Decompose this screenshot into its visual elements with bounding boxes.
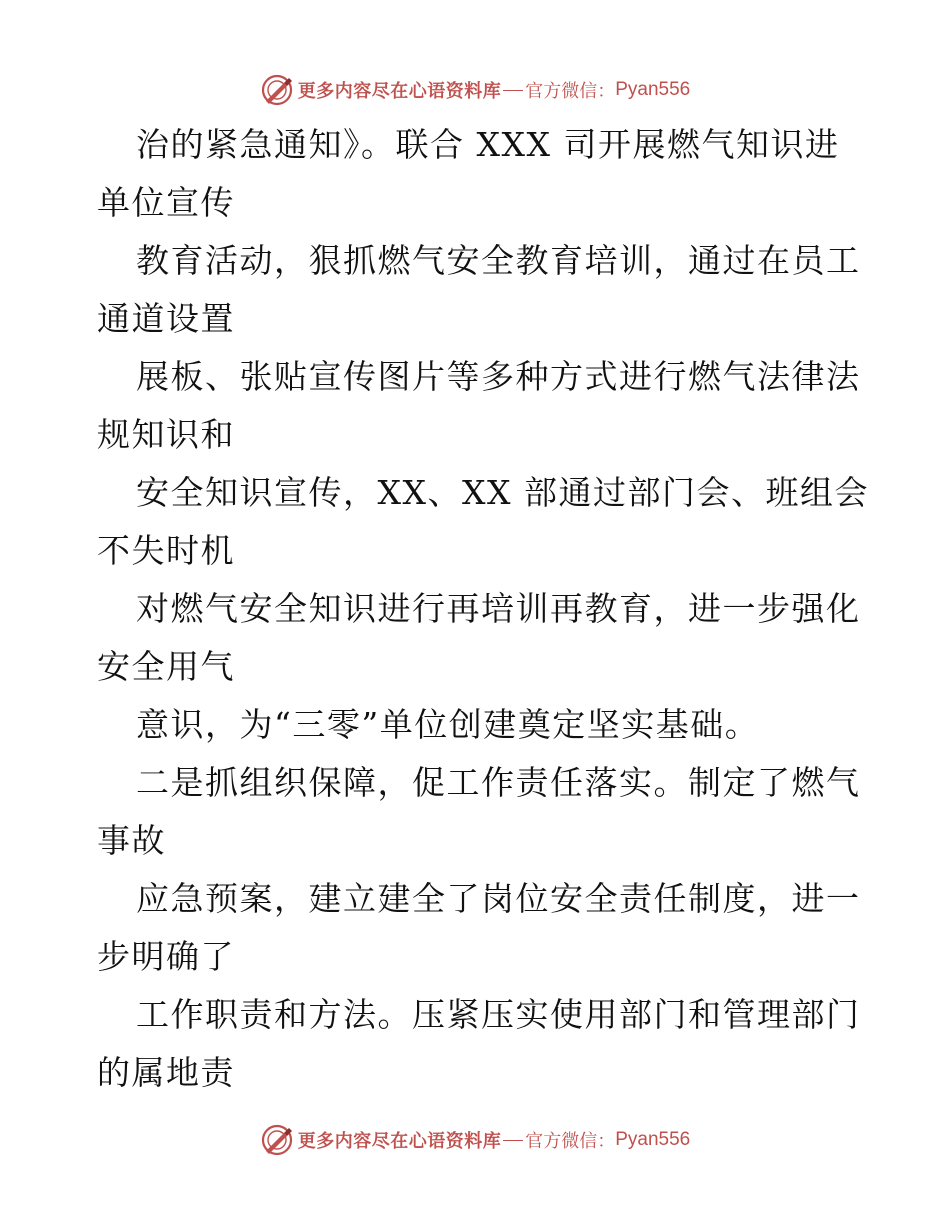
banner-wechat-id: Pyan556 [615,1129,691,1150]
banner-wechat-label: 官方微信： [525,1131,616,1152]
body-line: 单位宣传 [97,183,235,222]
body-line: 展板、张贴宣传图片等多种方式进行燃气法律法 [136,357,861,396]
banner-separator [503,90,523,91]
banner-brand-text: 更多内容尽在心语资料库 [297,1131,502,1152]
body-line: 教育活动，狠抓燃气安全教育培训，通过在员工 [136,241,861,280]
body-line: 安全知识宣传，XX、XX 部通过部门会、班组会 [136,473,869,512]
body-line: 的属地责 [97,1053,235,1092]
brand-logo-icon [260,1123,294,1157]
body-line: 事故 [97,821,166,860]
body-line: 对燃气安全知识进行再培训再教育，进一步强化 [136,589,861,628]
body-line: 二是抓组织保障，促工作责任落实。制定了燃气 [136,763,861,802]
banner-separator [503,1140,523,1141]
body-line: 治的紧急通知》。联合 XXX 司开展燃气知识进 [136,125,840,164]
body-line: 工作职责和方法。压紧压实使用部门和管理部门 [136,995,861,1034]
body-line: 规知识和 [97,415,235,454]
brand-logo-icon [260,73,294,107]
body-line: 意识，为“三零”单位创建奠定坚实基础。 [136,705,760,744]
body-line: 安全用气 [97,647,235,686]
banner-wechat-id: Pyan556 [615,79,691,100]
body-line: 应急预案，建立建全了岗位安全责任制度，进一 [136,879,861,918]
body-line: 通道设置 [97,299,235,338]
body-line: 不失时机 [97,531,235,570]
body-line: 步明确了 [97,937,235,976]
footer-banner [0,1120,950,1160]
banner-brand-text: 更多内容尽在心语资料库 [297,81,502,102]
header-banner [0,70,950,110]
banner-wechat-label: 官方微信： [525,81,616,102]
